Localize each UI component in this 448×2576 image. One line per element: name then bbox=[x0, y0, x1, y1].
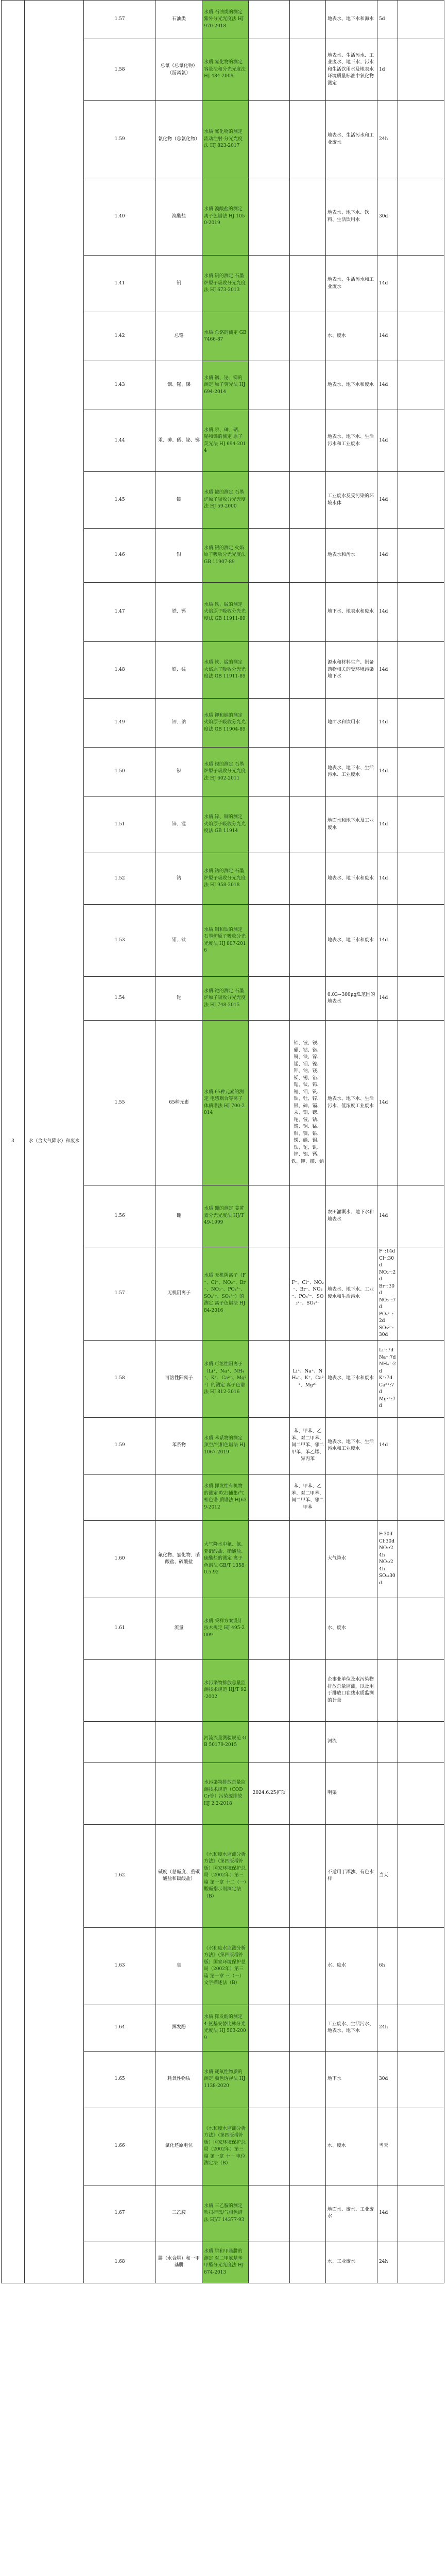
standard-cell: 水质 铍的测定 石墨炉原子吸收分光光度法 HJ 59-2000 bbox=[202, 472, 249, 529]
category-name-cell: 水（含大气降水）和废水 bbox=[25, 1, 84, 2283]
item-number-cell: 1.64 bbox=[84, 2005, 156, 2051]
note-cell bbox=[290, 977, 326, 1021]
remark-cell bbox=[398, 101, 444, 178]
scope-cell: 水、工业废水 bbox=[326, 2242, 377, 2283]
standard-cell: 水污染物排放总量监测技术规范（COD Cr等）污染源排放 HJ 2.2-2018 bbox=[202, 1762, 249, 1824]
standard-cell: 水质 苯系物的测定 顶空/气相色谱法 HJ 1067-2019 bbox=[202, 1417, 249, 1474]
standard-cell: 水质 氰化物的测定 容量法和分光光度法 HJ 484-2009 bbox=[202, 39, 249, 101]
item-number-cell: 1.49 bbox=[84, 699, 156, 748]
holding-period-cell: 14d bbox=[377, 977, 398, 1021]
standard-cell: 水质 无机阴离子（F⁻、Cl⁻、NO₂⁻、Br⁻、NO₃⁻、PO₄³⁻、SO₃²⁻、SO₄²⁻）的测定 离子色谱法 HJ 84-2016 bbox=[202, 1247, 249, 1341]
item-number-cell: 1.61 bbox=[84, 1598, 156, 1659]
equipment-cell bbox=[249, 699, 290, 748]
holding-period-cell: 14d bbox=[377, 256, 398, 312]
remark-cell bbox=[398, 853, 444, 905]
remark-cell bbox=[398, 2051, 444, 2108]
scope-cell: 地下水 bbox=[326, 2051, 377, 2108]
standard-cell: 水质 铊的测定 石墨炉原子吸收分光光度法 HJ 748-2015 bbox=[202, 977, 249, 1021]
holding-period-cell: 14d bbox=[377, 1417, 398, 1474]
equipment-cell bbox=[249, 1598, 290, 1659]
holding-period-cell: F:30d Cl:30d NO₂:24h NO₃:24h SO₄:30d bbox=[377, 1520, 398, 1598]
equipment-cell bbox=[249, 39, 290, 101]
remark-cell bbox=[398, 699, 444, 748]
standard-cell: 水质 氰化物的测定 流动注射-分光光度法 HJ 823-2017 bbox=[202, 101, 249, 178]
standard-cell: 水质 钼和钛的测定 石墨炉原子吸收分光光度法 HJ 807-2016 bbox=[202, 905, 249, 977]
item-name-cell: 汞、砷、硒、铋、锑 bbox=[156, 410, 202, 472]
holding-period-cell: 1d bbox=[377, 39, 398, 101]
note-cell bbox=[290, 583, 326, 642]
note-cell bbox=[290, 905, 326, 977]
item-number-cell: 1.58 bbox=[84, 39, 156, 101]
item-name-cell: 钒 bbox=[156, 256, 202, 312]
item-number-cell bbox=[84, 1762, 156, 1824]
item-name-cell: 钡 bbox=[156, 748, 202, 796]
scope-cell: 地面水、废水、工业废水 bbox=[326, 2185, 377, 2242]
holding-period-cell: 14d bbox=[377, 853, 398, 905]
remark-cell bbox=[398, 977, 444, 1021]
item-name-cell: 肼（水合肼）和一甲基肼 bbox=[156, 2242, 202, 2283]
item-name-cell: 臭 bbox=[156, 1927, 202, 2005]
item-number-cell: 1.57 bbox=[84, 1, 156, 39]
holding-period-cell: F⁻:14d Cl⁻:30d NO₂⁻:2d Br⁻:30d NO₃⁻:7d PO₄³⁻:2d SO₃²⁻:30d bbox=[377, 1247, 398, 1341]
note-cell: Li⁺、Na⁺、NH₄⁺、K⁺、Ca²⁺、Mg²⁺ bbox=[290, 1340, 326, 1417]
holding-period-cell: 14d bbox=[377, 905, 398, 977]
equipment-cell bbox=[249, 2005, 290, 2051]
note-cell bbox=[290, 1598, 326, 1659]
item-number-cell: 1.44 bbox=[84, 410, 156, 472]
item-number-cell: 1.45 bbox=[84, 472, 156, 529]
scope-cell: 地表水、生活污水和工业废水 bbox=[326, 256, 377, 312]
item-name-cell: 氰化物（总氰化物） bbox=[156, 101, 202, 178]
standard-cell: 水质 锌、铜的测定 火焰原子吸收分光光度法 GB 11914 bbox=[202, 796, 249, 853]
holding-period-cell: 6h bbox=[377, 1927, 398, 2005]
item-number-cell: 1.59 bbox=[84, 1417, 156, 1474]
note-cell bbox=[290, 2185, 326, 2242]
scope-cell: 水、废水 bbox=[326, 2108, 377, 2185]
scope-cell: 水、废水 bbox=[326, 1927, 377, 2005]
equipment-cell bbox=[249, 1185, 290, 1247]
remark-cell bbox=[398, 642, 444, 699]
scope-cell: 地表水、地下水和废水 bbox=[326, 853, 377, 905]
equipment-cell bbox=[249, 642, 290, 699]
note-cell bbox=[290, 472, 326, 529]
standard-cell: 水质 铁、锰的测定 火焰原子吸收分光光度法 GB 11911-89 bbox=[202, 583, 249, 642]
item-name-cell: 锌、锰 bbox=[156, 796, 202, 853]
standard-cell: 水污染物排放总量监测技术规范 HJ/T 92-2002 bbox=[202, 1659, 249, 1721]
holding-period-cell bbox=[377, 1659, 398, 1721]
item-number-cell: 1.58 bbox=[84, 1340, 156, 1417]
item-name-cell: 无机阴离子 bbox=[156, 1247, 202, 1341]
item-number-cell: 1.40 bbox=[84, 178, 156, 256]
equipment-cell bbox=[249, 1721, 290, 1762]
item-number-cell: 1.43 bbox=[84, 361, 156, 410]
scope-cell: 水、废水 bbox=[326, 312, 377, 361]
note-cell bbox=[290, 361, 326, 410]
item-name-cell: 铁、锰 bbox=[156, 642, 202, 699]
standard-cell: 河流流量测验规范 GB 50179-2015 bbox=[202, 1721, 249, 1762]
holding-period-cell: 14d bbox=[377, 312, 398, 361]
item-number-cell: 1.46 bbox=[84, 529, 156, 583]
holding-period-cell bbox=[377, 1721, 398, 1762]
holding-period-cell: 14d bbox=[377, 748, 398, 796]
holding-period-cell bbox=[377, 1762, 398, 1824]
equipment-cell bbox=[249, 748, 290, 796]
remark-cell bbox=[398, 583, 444, 642]
equipment-cell bbox=[249, 905, 290, 977]
item-name-cell: 银 bbox=[156, 529, 202, 583]
standard-cell: 水质 挥发酚的测定 4-氨基安替比林分光光度法 HJ 503-2009 bbox=[202, 2005, 249, 2051]
remark-cell bbox=[398, 2005, 444, 2051]
remark-cell bbox=[398, 1598, 444, 1659]
note-cell bbox=[290, 312, 326, 361]
item-name-cell: 苯系物 bbox=[156, 1417, 202, 1474]
standard-cell: 水质 总铬的测定 GB 7466-87 bbox=[202, 312, 249, 361]
item-name-cell: 氯化还原电位 bbox=[156, 2108, 202, 2185]
remark-cell bbox=[398, 2108, 444, 2185]
standard-cell: 水质 耗氧性物质的测定 颜色透视法 HJ 1138-2020 bbox=[202, 2051, 249, 2108]
note-cell bbox=[290, 410, 326, 472]
scope-cell: 源水和材料生产、制备药物相关的受环境污染地下水 bbox=[326, 642, 377, 699]
remark-cell bbox=[398, 1340, 444, 1417]
scope-cell: 农田灌溉水、地下水和地表水 bbox=[326, 1185, 377, 1247]
standard-cell: 水质 钡的测定 石墨炉原子吸收分光光度法 HJ 602-2011 bbox=[202, 748, 249, 796]
note-cell bbox=[290, 853, 326, 905]
scope-cell: 地表水、地下水、工业废水和生活污水 bbox=[326, 1247, 377, 1341]
item-name-cell: 铍 bbox=[156, 472, 202, 529]
remark-cell bbox=[398, 2242, 444, 2283]
note-cell bbox=[290, 2108, 326, 2185]
holding-period-cell: 14d bbox=[377, 699, 398, 748]
scope-cell: 0.03~300μg/L范围的地表水 bbox=[326, 977, 377, 1021]
item-number-cell: 1.51 bbox=[84, 796, 156, 853]
equipment-cell bbox=[249, 1659, 290, 1721]
note-cell bbox=[290, 1520, 326, 1598]
equipment-cell bbox=[249, 1, 290, 39]
equipment-cell bbox=[249, 2185, 290, 2242]
remark-cell bbox=[398, 1659, 444, 1721]
note-cell bbox=[290, 1659, 326, 1721]
equipment-cell bbox=[249, 256, 290, 312]
scope-cell: 地表水、地下水和废水 bbox=[326, 361, 377, 410]
remark-cell bbox=[398, 256, 444, 312]
standard-cell: 水质 三乙胺的测定 吹扫捕集/气相色谱法 HJ/T 14377-93 bbox=[202, 2185, 249, 2242]
note-cell: 铝、铍、钡、硼、钴、铬、铜、铁、镓、锰、钼、镍、钾、钠、镁、锑、锡、铅、锶、钛、钨、锂、钼、钒、铀、钍、锌、银、砷、镉、汞、钡、锶、铊、铍、钴、铬、铜、锰、钼、镍、铅、锑、硒、锡、钛、铊、钒、锌、铝、钙、铁、钾、镁、钠 bbox=[290, 1021, 326, 1185]
remark-cell bbox=[398, 796, 444, 853]
scope-cell: 水、废水 bbox=[326, 1598, 377, 1659]
item-name-cell: 三乙胺 bbox=[156, 2185, 202, 2242]
item-name-cell: 钼、钛 bbox=[156, 905, 202, 977]
item-name-cell: 碱度（总碱度、重碳酸盐和碳酸盐） bbox=[156, 1824, 202, 1927]
holding-period-cell: 14d bbox=[377, 796, 398, 853]
item-name-cell bbox=[156, 1762, 202, 1824]
item-name-cell: 总铬 bbox=[156, 312, 202, 361]
item-number-cell: 1.53 bbox=[84, 905, 156, 977]
note-cell bbox=[290, 101, 326, 178]
scope-cell: 地面水和饮用水 bbox=[326, 699, 377, 748]
item-number-cell bbox=[84, 1659, 156, 1721]
item-name-cell: 硼 bbox=[156, 1185, 202, 1247]
holding-period-cell: 5d bbox=[377, 1, 398, 39]
note-cell bbox=[290, 2242, 326, 2283]
remark-cell bbox=[398, 1021, 444, 1185]
remark-cell bbox=[398, 1762, 444, 1824]
item-name-cell: 氟化物、氯化物、硝酸盐、硫酸盐 bbox=[156, 1520, 202, 1598]
holding-period-cell: 14d bbox=[377, 472, 398, 529]
equipment-cell bbox=[249, 796, 290, 853]
remark-cell bbox=[398, 1, 444, 39]
scope-cell: 地表水、地下水、生活污水、低浓度工业废水 bbox=[326, 1021, 377, 1185]
remark-cell bbox=[398, 1520, 444, 1598]
equipment-cell bbox=[249, 1474, 290, 1520]
remark-cell bbox=[398, 178, 444, 256]
equipment-cell bbox=[249, 312, 290, 361]
scope-cell: 地表水、地下水和废水 bbox=[326, 1340, 377, 1417]
standard-cell: 水质 采样方案设计技术规定 HJ 495-2009 bbox=[202, 1598, 249, 1659]
equipment-cell bbox=[249, 1927, 290, 2005]
item-number-cell: 1.63 bbox=[84, 1927, 156, 2005]
equipment-cell bbox=[249, 977, 290, 1021]
remark-cell bbox=[398, 361, 444, 410]
holding-period-cell: 14d bbox=[377, 361, 398, 410]
standard-cell: 水质 钒的测定 石墨炉原子吸收分光光度法 HJ 673-2013 bbox=[202, 256, 249, 312]
item-name-cell: 铁、钙 bbox=[156, 583, 202, 642]
note-cell bbox=[290, 1, 326, 39]
standard-cell: 水质 65种元素的测定 电感耦合等离子体质谱法 HJ 700-2014 bbox=[202, 1021, 249, 1185]
item-name-cell: 石油类 bbox=[156, 1, 202, 39]
item-name-cell: 钴 bbox=[156, 853, 202, 905]
scope-cell: 地表水、地下水和废水 bbox=[326, 905, 377, 977]
note-cell bbox=[290, 1927, 326, 2005]
standard-cell: 《水和废水监测分析方法》（第四版增补版）国家环境保护总局（2002年）第三篇 第一章 十一 电位测定法（B） bbox=[202, 2108, 249, 2185]
remark-cell bbox=[398, 312, 444, 361]
scope-cell: 地表水、地下水、饮料、生活饮用水 bbox=[326, 178, 377, 256]
holding-period-cell: 24h bbox=[377, 2242, 398, 2283]
item-number-cell: 1.62 bbox=[84, 1824, 156, 1927]
item-number-cell bbox=[84, 1474, 156, 1520]
holding-period-cell bbox=[377, 1474, 398, 1520]
remark-cell bbox=[398, 1824, 444, 1927]
equipment-cell bbox=[249, 178, 290, 256]
remark-cell bbox=[398, 905, 444, 977]
equipment-cell bbox=[249, 410, 290, 472]
item-number-cell: 1.60 bbox=[84, 1520, 156, 1598]
scope-cell: 地表水和污水 bbox=[326, 529, 377, 583]
item-number-cell: 1.59 bbox=[84, 101, 156, 178]
item-number-cell: 1.50 bbox=[84, 748, 156, 796]
note-cell bbox=[290, 39, 326, 101]
item-name-cell: 总氰（总氰化物）（游离氰） bbox=[156, 39, 202, 101]
holding-period-cell: 14d bbox=[377, 410, 398, 472]
item-number-cell: 1.55 bbox=[84, 1021, 156, 1185]
equipment-cell bbox=[249, 2242, 290, 2283]
holding-period-cell: 14d bbox=[377, 1185, 398, 1247]
holding-period-cell: 14d bbox=[377, 583, 398, 642]
item-number-cell: 1.57 bbox=[84, 1247, 156, 1341]
scope-cell: 不适用于浑浊、有色水样 bbox=[326, 1824, 377, 1927]
holding-period-cell: 当天 bbox=[377, 2108, 398, 2185]
remark-cell bbox=[398, 2185, 444, 2242]
note-cell bbox=[290, 2005, 326, 2051]
remark-cell bbox=[398, 1247, 444, 1341]
standard-cell: 水质 汞、砷、硒、铋和锑的测定 原子荧光法 HJ 694-2014 bbox=[202, 410, 249, 472]
scope-cell: 地面水和地下水及工业废水 bbox=[326, 796, 377, 853]
scope-cell: 地表水、地下水和海水 bbox=[326, 1, 377, 39]
scope-cell: 工业废水及受污染的环境水体 bbox=[326, 472, 377, 529]
remark-cell bbox=[398, 1474, 444, 1520]
item-number-cell: 1.65 bbox=[84, 2051, 156, 2108]
holding-period-cell: 24h bbox=[377, 2005, 398, 2051]
scope-cell bbox=[326, 1474, 377, 1520]
item-name-cell: 铊 bbox=[156, 977, 202, 1021]
item-name-cell bbox=[156, 1659, 202, 1721]
item-number-cell: 1.47 bbox=[84, 583, 156, 642]
note-cell bbox=[290, 1721, 326, 1762]
remark-cell bbox=[398, 1721, 444, 1762]
holding-period-cell: 14d bbox=[377, 642, 398, 699]
equipment-cell bbox=[249, 472, 290, 529]
holding-period-cell: 14d bbox=[377, 529, 398, 583]
note-cell: 苯、甲苯、乙苯、对二甲苯、间二甲苯、邻二甲苯、苯乙烯、异丙苯 bbox=[290, 1417, 326, 1474]
scope-cell: 地表水、生活污水和工业废水 bbox=[326, 101, 377, 178]
note-cell bbox=[290, 529, 326, 583]
standard-cell: 水质 肼和甲基肼的测定 对二甲氨基苯甲醛分光光度法 HJ 674-2013 bbox=[202, 2242, 249, 2283]
standard-cell: 水质 可溶性阳离子（Li⁺、Na⁺、NH₄⁺、K⁺、Ca²⁺、Mg²⁺）的测定 离子色谱法 HJ 812-2016 bbox=[202, 1340, 249, 1417]
remark-cell bbox=[398, 748, 444, 796]
capability-table bbox=[1, 0, 444, 2283]
equipment-cell bbox=[249, 1021, 290, 1185]
standard-cell: 水质 硼的测定 姜黄素分光光度法 HJ/T 49-1999 bbox=[202, 1185, 249, 1247]
item-name-cell: 钾、钠 bbox=[156, 699, 202, 748]
equipment-cell: 2024.6.25扩项 bbox=[249, 1762, 290, 1824]
note-cell bbox=[290, 256, 326, 312]
standard-cell: 水质 溴酸盐的测定 离子色谱法 HJ 1050-2019 bbox=[202, 178, 249, 256]
note-cell bbox=[290, 1762, 326, 1824]
item-number-cell: 1.52 bbox=[84, 853, 156, 905]
standard-cell: 水质 石油类的测定 紫外分光光度法 HJ 970-2018 bbox=[202, 1, 249, 39]
note-cell bbox=[290, 699, 326, 748]
scope-cell: 企事业单位及水污染物排放总量监测，以及用于排放口在线水质监测的计量 bbox=[326, 1659, 377, 1721]
item-number-cell: 1.56 bbox=[84, 1185, 156, 1247]
standard-cell: 《水和废水监测分析方法》（第四版增补版）国家环境保护总局（2002年）第三篇 第一章 三（一）文字描述法（B） bbox=[202, 1927, 249, 2005]
equipment-cell bbox=[249, 2108, 290, 2185]
category-number-cell: 3 bbox=[2, 1, 25, 2283]
item-name-cell: 耗氧性物质 bbox=[156, 2051, 202, 2108]
note-cell bbox=[290, 796, 326, 853]
standard-cell: 《水和废水监测分析方法》（第四版增补版）国家环境保护总局（2002年）第三篇 第一章 十二（一）酸碱指示剂滴定法（B） bbox=[202, 1824, 249, 1927]
item-name-cell bbox=[156, 1474, 202, 1520]
item-name-cell: 可溶性阳离子 bbox=[156, 1340, 202, 1417]
table-row bbox=[2, 1, 444, 39]
remark-cell bbox=[398, 1185, 444, 1247]
note-cell bbox=[290, 1185, 326, 1247]
equipment-cell bbox=[249, 1824, 290, 1927]
scope-cell: 地下水、地表水和废水 bbox=[326, 583, 377, 642]
scope-cell: 大气降水 bbox=[326, 1520, 377, 1598]
holding-period-cell: 30d bbox=[377, 2051, 398, 2108]
remark-cell bbox=[398, 529, 444, 583]
equipment-cell bbox=[249, 1247, 290, 1341]
item-name-cell: 流量 bbox=[156, 1598, 202, 1659]
item-name-cell: 铟、铋、锑 bbox=[156, 361, 202, 410]
remark-cell bbox=[398, 39, 444, 101]
scope-cell: 工业废水、生活污水、地表水、地下水 bbox=[326, 2005, 377, 2051]
scope-cell: 地表水、地下水、生活污水和工业废水 bbox=[326, 1417, 377, 1474]
equipment-cell bbox=[249, 853, 290, 905]
standard-cell: 水质 铁、锰的测定 火焰原子吸收分光光度法 GB 11911-89 bbox=[202, 642, 249, 699]
item-number-cell: 1.54 bbox=[84, 977, 156, 1021]
scope-cell: 地表水、生活污水、工业废水、地下水、污水和生活饮用水及地表水环境质量标准中氯化物测定 bbox=[326, 39, 377, 101]
scope-cell: 地表水、地下水、生活污水和工业废水 bbox=[326, 410, 377, 472]
item-number-cell: 1.48 bbox=[84, 642, 156, 699]
note-cell bbox=[290, 642, 326, 699]
equipment-cell bbox=[249, 1417, 290, 1474]
remark-cell bbox=[398, 1417, 444, 1474]
standard-cell: 水质 钴的测定 石墨炉原子吸收分光光度法 HJ 958-2018 bbox=[202, 853, 249, 905]
note-cell bbox=[290, 2051, 326, 2108]
remark-cell bbox=[398, 472, 444, 529]
note-cell: F⁻、Cl⁻、NO₂⁻、Br⁻、NO₃⁻、PO₄³⁻、SO₃²⁻、SO₄²⁻ bbox=[290, 1247, 326, 1341]
equipment-cell bbox=[249, 583, 290, 642]
scope-cell: 明渠 bbox=[326, 1762, 377, 1824]
equipment-cell bbox=[249, 101, 290, 178]
holding-period-cell: 14d bbox=[377, 1021, 398, 1185]
equipment-cell bbox=[249, 1520, 290, 1598]
equipment-cell bbox=[249, 529, 290, 583]
scope-cell: 河流 bbox=[326, 1721, 377, 1762]
note-cell: 苯、甲苯、乙苯、对二甲苯、间二甲苯、邻二甲苯 bbox=[290, 1474, 326, 1520]
remark-cell bbox=[398, 1927, 444, 2005]
item-name-cell: 挥发酚 bbox=[156, 2005, 202, 2051]
holding-period-cell bbox=[377, 1598, 398, 1659]
scope-cell: 地表水、地下水、生活污水、工业废水 bbox=[326, 748, 377, 796]
holding-period-cell: 14d bbox=[377, 2185, 398, 2242]
item-number-cell: 1.42 bbox=[84, 312, 156, 361]
item-number-cell: 1.67 bbox=[84, 2185, 156, 2242]
item-number-cell: 1.41 bbox=[84, 256, 156, 312]
equipment-cell bbox=[249, 1340, 290, 1417]
item-name-cell bbox=[156, 1721, 202, 1762]
remark-cell bbox=[398, 410, 444, 472]
item-number-cell bbox=[84, 1721, 156, 1762]
holding-period-cell: 当天 bbox=[377, 1824, 398, 1927]
standard-cell: 大气降水中氟、氯、亚硝酸盐、硝酸盐、硫酸盐的测定 离子色谱法 GB/T 13580.5-92 bbox=[202, 1520, 249, 1598]
note-cell bbox=[290, 748, 326, 796]
standard-cell: 水质 银的测定 火焰原子吸收分光光度法 GB 11907-89 bbox=[202, 529, 249, 583]
item-name-cell: 溴酸盐 bbox=[156, 178, 202, 256]
standard-cell: 水质 钾和钠的测定 火焰原子吸收分光光度法 GB 11904-89 bbox=[202, 699, 249, 748]
standard-cell: 水质 挥发性有机物的测定 吹扫捕集/气相色谱-质谱法 HJ639-2012 bbox=[202, 1474, 249, 1520]
standard-cell: 水质 铟、铋、锑的测定 原子荧光法 HJ 694-2014 bbox=[202, 361, 249, 410]
note-cell bbox=[290, 1824, 326, 1927]
item-name-cell: 65种元素 bbox=[156, 1021, 202, 1185]
holding-period-cell: Li⁺:7d Na⁺:7d NH₄⁺:2d K⁺:7d Ca²⁺:7d Mg²⁺:7d bbox=[377, 1340, 398, 1417]
item-number-cell: 1.68 bbox=[84, 2242, 156, 2283]
holding-period-cell: 30d bbox=[377, 178, 398, 256]
equipment-cell bbox=[249, 361, 290, 410]
equipment-cell bbox=[249, 2051, 290, 2108]
item-number-cell: 1.66 bbox=[84, 2108, 156, 2185]
note-cell bbox=[290, 178, 326, 256]
holding-period-cell: 24h bbox=[377, 101, 398, 178]
